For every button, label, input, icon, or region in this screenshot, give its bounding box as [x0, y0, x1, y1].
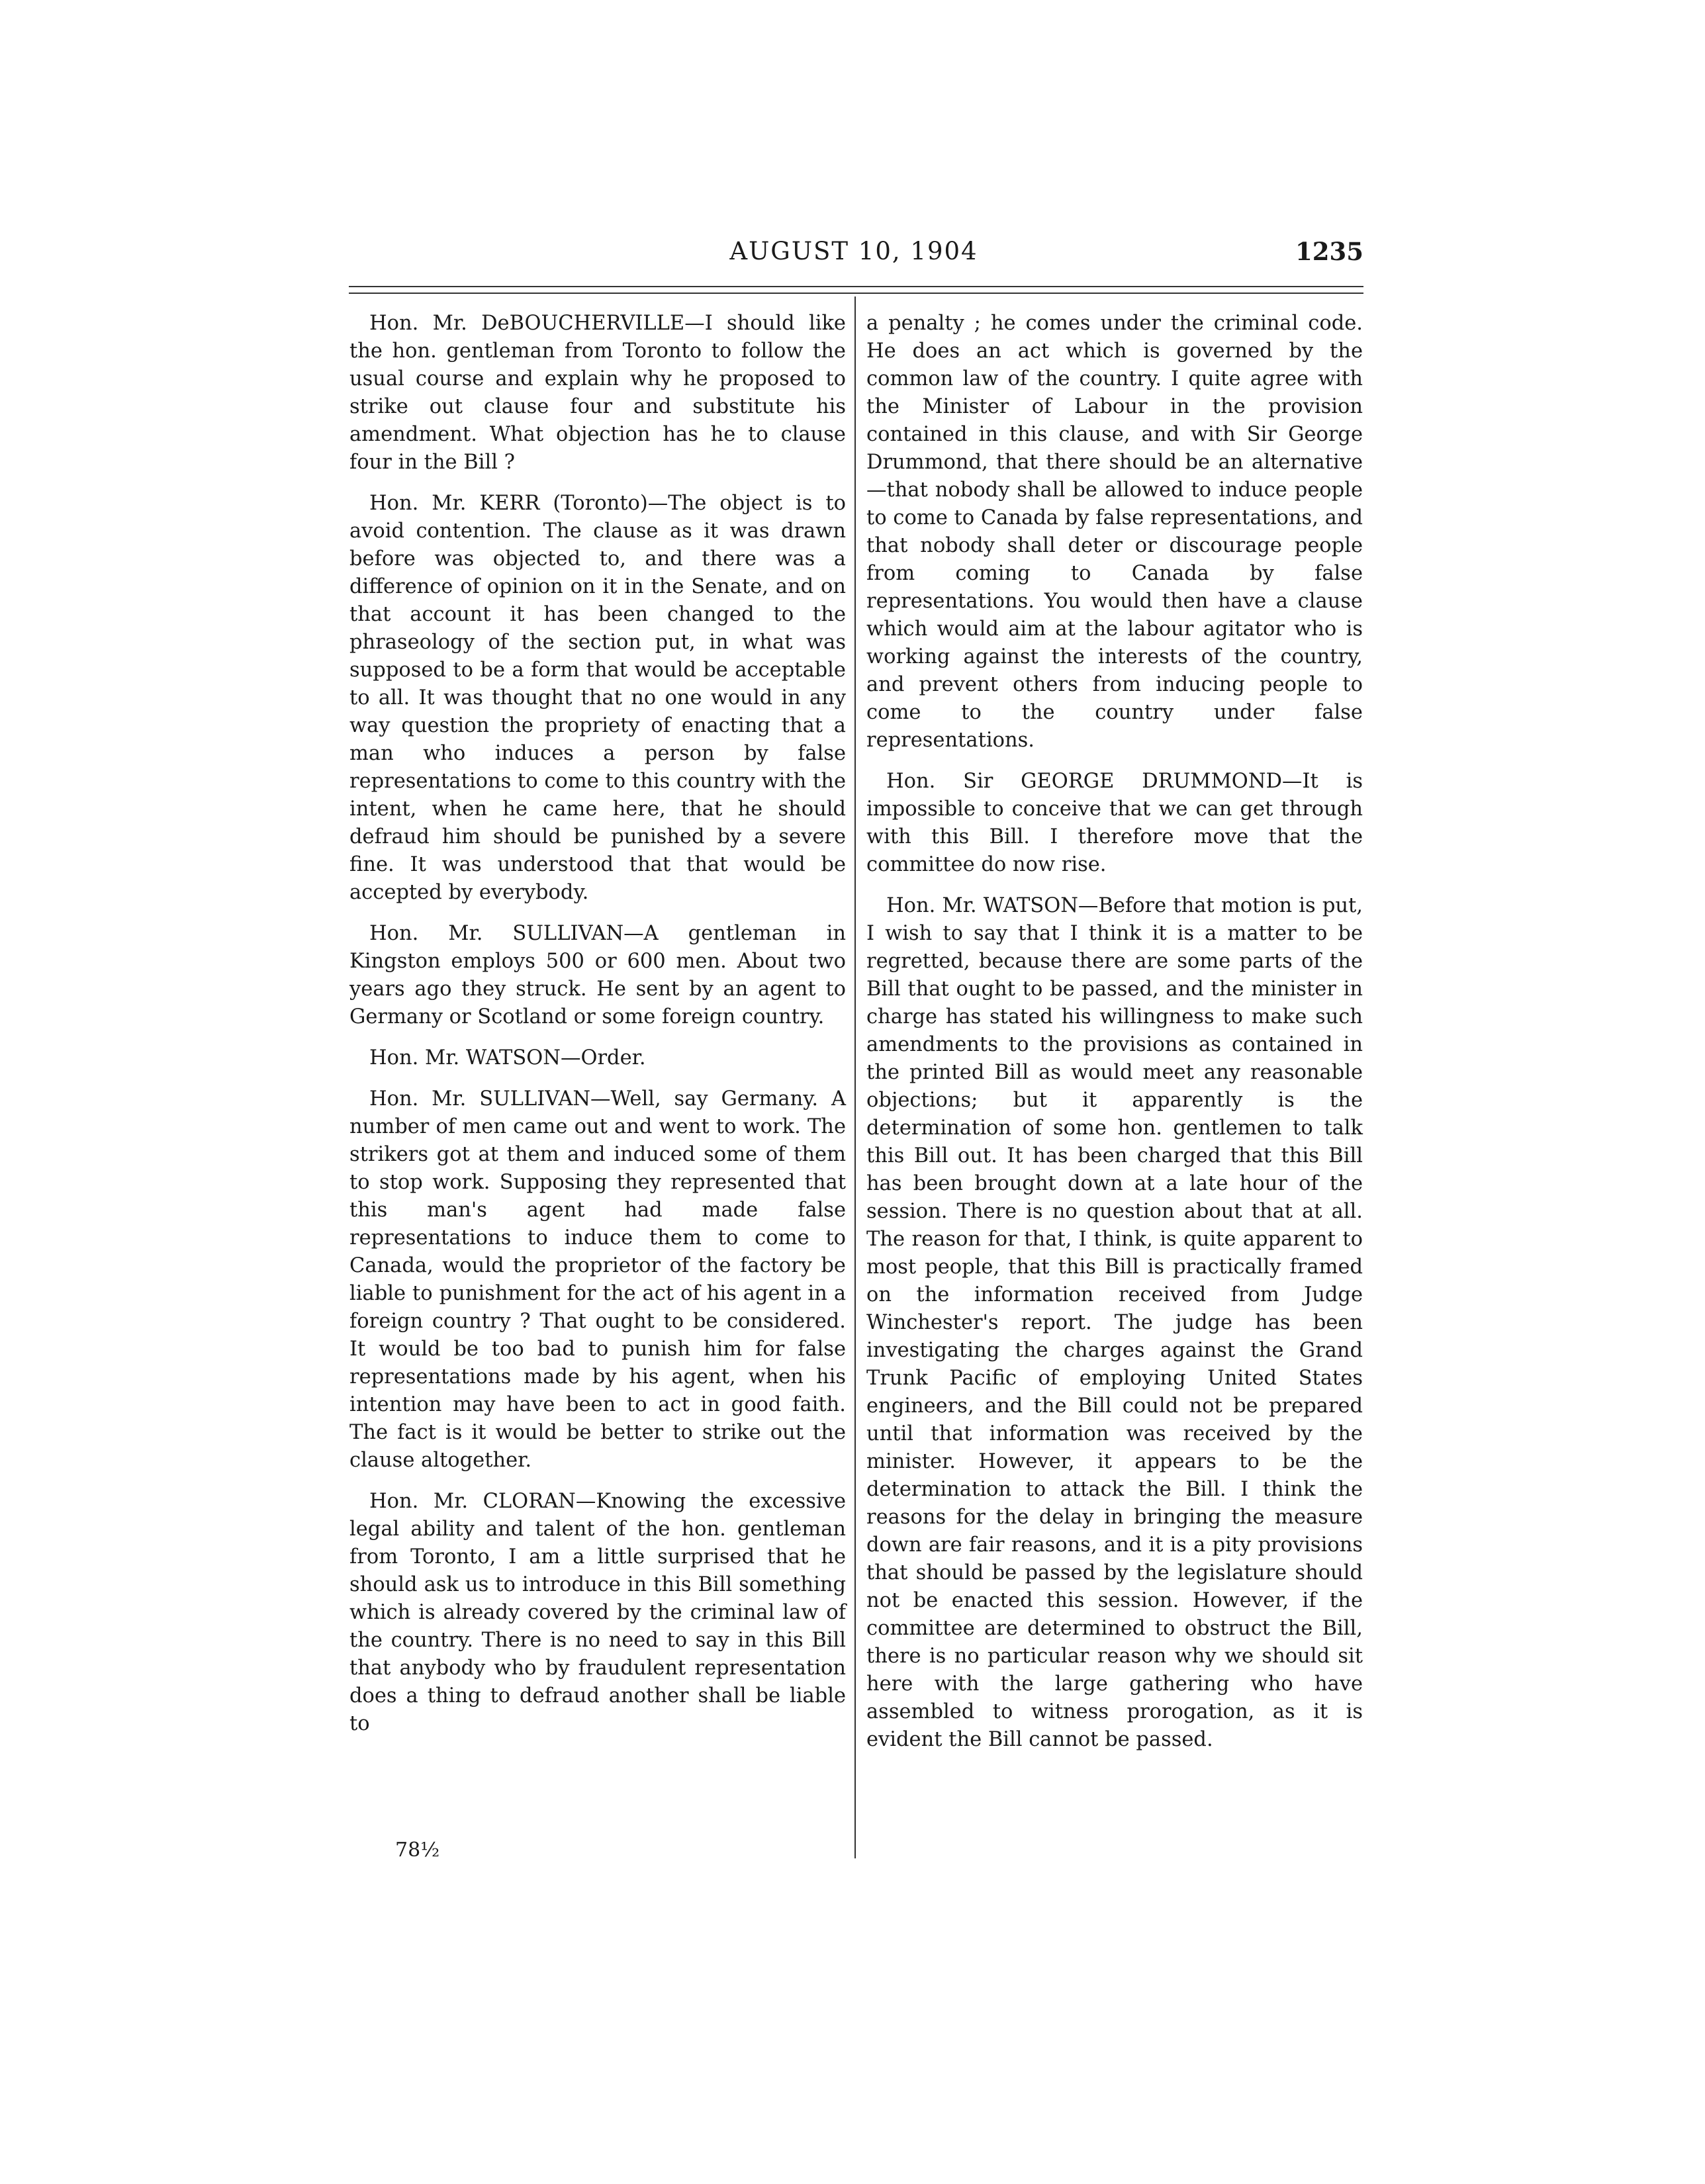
left-column [349, 310, 846, 1751]
speech-paragraph: Hon. Mr. WATSON—Order. [369, 1046, 646, 1069]
signature-mark: 78½ [395, 1839, 440, 1862]
header-rule-bottom [349, 293, 1363, 294]
column-divider [854, 296, 856, 1858]
header-rule-top [349, 286, 1363, 287]
right-column [866, 310, 1363, 1767]
speech-paragraph: Hon. Mr. SULLIVAN—A gentleman in Kingston employs 500 or 600 men. About two years ago they struck. He sent by an agent to Germany or Scotland or some foreign country. [349, 922, 846, 1028]
speech-paragraph: Hon. Mr. DeBOUCHERVILLE—I should like the hon. gentleman from Toronto to follow the usual course and explain why he proposed to strike out clause four and substitute his amendment. What objection has he to clause four in the Bill ? [349, 312, 846, 474]
page-number: 1235 [1295, 237, 1363, 266]
speech-paragraph: Hon. Mr. CLORAN—Knowing the excessive legal ability and talent of the hon. gentleman from Toronto, I am a little surprised that he should ask us to introduce in this Bill something which is already covered by the criminal law of the country. There is no need to say in this Bill that anybody who by fraudulent representation does a thing to defraud another shall be liable to [349, 1490, 846, 1735]
speech-paragraph: Hon. Sir GEORGE DRUMMOND—It is impossible to conceive that we can get through with this Bill. I therefore move that the committee do now rise. [866, 770, 1363, 876]
speech-paragraph: Hon. Mr. WATSON—Before that motion is put, I wish to say that I think it is a matter to be regretted, because there are some parts of the Bill that ought to be passed, and the minister in charge has stated his willingness to make such amendments to the provisions as contained in the printed Bill as would meet any reasonable objections; but it apparently is the determination of some hon. gentlemen to talk this Bill out. It has been charged that this Bill has been brought down at a late hour of the session. There is no question about that at all. The reason for that, I think, is quite apparent to most people, that this Bill is practically framed on the information received from Judge Winchester's report. The judge has been investigating the charges against the Grand Trunk Pacific of employing United States engineers, and the Bill could not be prepared until that information was received by the minister. However, it appears to be the determination to attack the Bill. I think the reasons for the delay in bringing the measure down are fair reasons, and it is a pity provisions that should be passed by the legislature should not be enacted this session. However, if the committee are determined to obstruct the Bill, there is no particular reason why we should sit here with the large gathering who have assembled to witness prorogation, as it is evident the Bill cannot be passed. [866, 894, 1363, 1751]
speech-paragraph: Hon. Mr. KERR (Toronto)—The object is to avoid contention. The clause as it was drawn before was objected to, and there was a difference of opinion on it in the Senate, and on that account it has been changed to the phraseology of the section put, in what was supposed to be a form that would be acceptable to all. It was thought that no one would in any way question the propriety of enacting that a man who induces a person by false representations to come to this country with the intent, when he came here, that he should defraud him should be punished by a severe fine. It was understood that that would be accepted by everybody. [349, 492, 846, 904]
page-header [344, 230, 1363, 270]
speech-paragraph: Hon. Mr. SULLIVAN—Well, say Germany. A number of men came out and went to work. The strikers got at them and induced some of them to stop work. Supposing they represented that this man's agent had made false representations to induce them to come to Canada, would the proprietor of the factory be liable to punishment for the act of his agent in a foreign country ? That ought to be considered. It would be too bad to punish him for false representations made by his agent, when his intention may have been to act in good faith. The fact is it would be better to strike out the clause altogether. [349, 1087, 846, 1472]
header-date: AUGUST 10, 1904 [729, 237, 978, 265]
speech-paragraph: a penalty ; he comes under the criminal code. He does an act which is governed by the common law of the country. I quite agree with the Minister of Labour in the provision contained in this clause, and with Sir George Drummond, that there should be an alternative—that nobody shall be allowed to induce people to come to Canada by false representations, and that nobody shall deter or discourage people from coming to Canada by false representations. You would then have a clause which would aim at the labour agitator who is working against the interests of the country, and prevent others from inducing people to come to the country under false representations. [866, 312, 1363, 752]
